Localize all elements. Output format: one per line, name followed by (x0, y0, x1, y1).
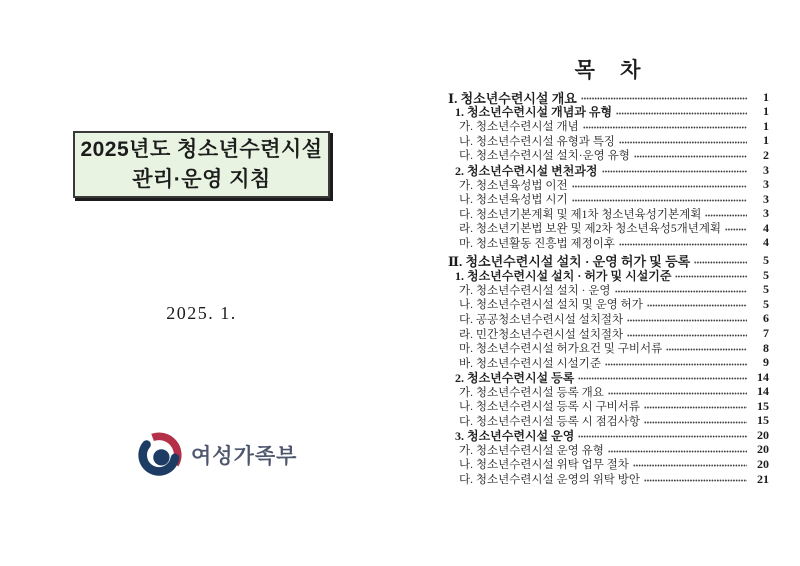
toc-entry-page: 15 (757, 413, 769, 428)
toc-entry (448, 472, 769, 487)
toc-entry-label: 다. 청소년수련시설 운영의 위탁 방안 (459, 474, 641, 486)
toc-entry (448, 268, 769, 283)
toc-entry (448, 443, 769, 458)
cover-title-line2: 관리·운영 지침 (132, 167, 271, 191)
toc-entry (448, 283, 769, 298)
toc-entry-label: 1. 청소년수련시설 설치 · 허가 및 시설기준 (455, 268, 672, 283)
toc-entry-page: 2 (763, 147, 769, 162)
toc-dot-leader (666, 348, 747, 351)
ministry-name: 여성가족부 (191, 445, 298, 468)
toc-entry (448, 312, 769, 327)
toc-entry-label: 가. 청소년수련시설 개념 (459, 121, 579, 134)
toc-entry-page: 1 (763, 104, 769, 119)
cover-date: 2025. 1. (166, 303, 237, 323)
toc-entry-page: 7 (763, 326, 769, 341)
toc-entry-label: 다. 청소년수련시설 설치·운영 유형 (459, 150, 630, 163)
toc-entry (448, 119, 769, 134)
toc-dot-leader (619, 243, 747, 246)
toc-dot-leader (627, 319, 747, 322)
toc-dot-leader (619, 141, 747, 144)
toc-entry-page: 14 (757, 384, 769, 399)
toc-dot-leader (647, 304, 747, 307)
toc-entry-label: 바. 청소년수련시설 시설기준 (459, 357, 601, 370)
toc-entry-label: 나. 청소년수련시설 위탁 업무 절차 (459, 459, 629, 472)
toc-dot-leader (616, 112, 747, 115)
toc-entry-label: 3. 청소년수련시설 운영 (455, 428, 575, 443)
toc-dot-leader (675, 275, 747, 278)
toc-dot-leader (705, 214, 747, 217)
toc-entry-page: 5 (763, 267, 769, 282)
toc-entry-page: 15 (757, 398, 769, 413)
toc-entry (448, 326, 769, 341)
toc-dot-leader (627, 334, 747, 337)
toc-dot-leader (634, 155, 747, 158)
toc-entry-page: 14 (757, 369, 769, 384)
toc-entry (448, 235, 769, 250)
toc-entry-label: 나. 청소년수련시설 설치 및 운영 허가 (459, 299, 643, 312)
toc-entry-label: 2. 청소년수련시설 변천과정 (455, 163, 598, 178)
toc-dot-leader (644, 479, 747, 482)
toc-entry (448, 297, 769, 312)
toc-entry (448, 192, 769, 207)
cover-title-box (73, 131, 330, 198)
toc-entry (448, 428, 769, 443)
toc-entry-page: 21 (757, 471, 769, 486)
toc-entry (448, 177, 769, 192)
cover-title-line1: 2025년도 청소년수련시설 (80, 138, 323, 162)
toc-entry-page: 4 (763, 220, 769, 235)
toc-dot-leader (572, 185, 747, 188)
toc-entry-label: 나. 청소년수련시설 등록 시 구비서류 (459, 401, 641, 414)
government-emblem-icon (136, 432, 182, 478)
ministry-logo (136, 432, 297, 478)
toc-entry-label: 다. 청소년기본계획 및 제1차 청소년육성기본계획 (459, 208, 702, 221)
toc-entry-page: 1 (763, 118, 769, 133)
toc-dot-leader (644, 406, 747, 409)
toc-entry-label: 다. 공공청소년수련시설 설치절차 (459, 313, 624, 326)
toc-entry-label: 나. 청소년육성법 시기 (459, 194, 568, 207)
toc-entry-label: 마. 청소년수련시설 허가요건 및 구비서류 (459, 343, 663, 356)
toc-entry-label: Ⅱ. 청소년수련시설 설치 · 운영 허가 및 등록 (448, 254, 691, 270)
toc-entry (448, 134, 769, 149)
toc-entry-page: 20 (757, 427, 769, 442)
toc-entry-label: 다. 청소년수련시설 등록 시 점검사항 (459, 415, 641, 428)
toc-entry (448, 457, 769, 472)
toc-entry-page: 4 (763, 235, 769, 250)
toc-entry-label: 1. 청소년수련시설 개념과 유형 (455, 105, 613, 120)
toc-entry-label: 라. 청소년기본법 보완 및 제2차 청소년육성5개년계획 (459, 223, 722, 236)
toc-entry-page: 1 (763, 89, 769, 104)
toc-entry-label: 가. 청소년육성법 이전 (459, 179, 568, 192)
toc-entry-page: 8 (763, 340, 769, 355)
toc-entry-label: 라. 민간청소년수련시설 설치절차 (459, 328, 624, 341)
toc-entry-page: 3 (763, 206, 769, 221)
toc-entry-page: 9 (763, 355, 769, 370)
toc-entry-page: 5 (763, 296, 769, 311)
toc-dot-leader (581, 97, 747, 100)
toc-list (448, 90, 769, 486)
toc-dot-leader (583, 126, 747, 129)
toc-entry-page: 20 (757, 456, 769, 471)
toc-entry (448, 105, 769, 120)
toc-entry (448, 221, 769, 236)
toc-entry-page: 3 (763, 191, 769, 206)
toc-dot-leader (578, 377, 747, 380)
toc-entry-label: 마. 청소년활동 진흥법 제정이후 (459, 237, 615, 250)
toc-entry-label: 가. 청소년수련시설 등록 개요 (459, 386, 604, 399)
toc-dot-leader (615, 290, 747, 293)
toc-dot-leader (725, 228, 747, 231)
toc-dot-leader (694, 261, 747, 264)
toc-dot-leader (633, 464, 747, 467)
toc-dot-leader (578, 435, 747, 438)
toc-entry-label: 가. 청소년수련시설 설치 · 운영 (459, 284, 611, 297)
toc-entry (448, 399, 769, 414)
toc-entry-label: Ⅰ. 청소년수련시설 개요 (448, 90, 577, 106)
toc-entry-page: 6 (763, 311, 769, 326)
toc-entry-label: 나. 청소년수련시설 유형과 특징 (459, 135, 615, 148)
toc-entry-page: 5 (763, 253, 769, 268)
toc-entry-page: 3 (763, 177, 769, 192)
toc-entry (448, 341, 769, 356)
toc-entry-label: 가. 청소년수련시설 운영 유형 (459, 444, 604, 457)
toc-entry-page: 20 (757, 442, 769, 457)
toc-entry-page: 3 (763, 162, 769, 177)
toc-dot-leader (602, 170, 747, 173)
toc-title: 목 차 (574, 58, 643, 82)
toc-dot-leader (605, 363, 747, 366)
toc-dot-leader (644, 421, 747, 424)
toc-entry (448, 370, 769, 385)
toc-dot-leader (608, 392, 747, 395)
toc-dot-leader (572, 199, 747, 202)
toc-page (400, 0, 800, 566)
toc-entry-page: 1 (763, 133, 769, 148)
toc-entry (448, 163, 769, 178)
toc-entry (448, 384, 769, 399)
toc-entry-page: 5 (763, 282, 769, 297)
toc-entry-label: 2. 청소년수련시설 등록 (455, 370, 575, 385)
toc-dot-leader (608, 450, 747, 453)
toc-entry (448, 206, 769, 221)
